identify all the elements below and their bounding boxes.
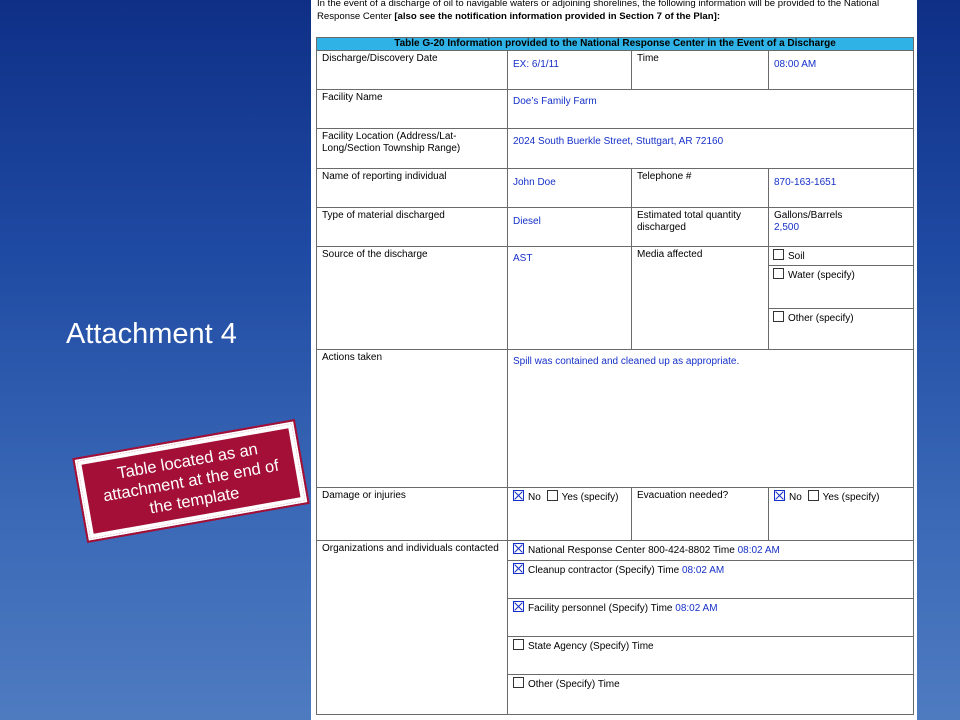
table-header-row <box>317 38 914 51</box>
discharge-date-label: Discharge/Discovery Date <box>317 51 508 90</box>
damage-options <box>508 488 632 541</box>
quantity-cell <box>769 208 914 247</box>
damage-yes-label: Yes (specify) <box>561 492 619 503</box>
source-label: Source of the discharge <box>317 247 508 350</box>
checked-checkbox-icon[interactable] <box>774 490 785 501</box>
org-personnel-time: 08:02 AM <box>675 603 718 614</box>
actions-label: Actions taken <box>317 350 508 488</box>
org-cleanup-label: Cleanup contractor (Specify) Time <box>528 565 680 576</box>
org-other[interactable] <box>508 675 914 715</box>
intro-text <box>317 0 911 23</box>
document-page <box>311 0 917 720</box>
actions-value: Spill was contained and cleaned up as appropriate. <box>508 350 914 488</box>
org-cleanup[interactable] <box>508 561 914 599</box>
org-nrc-time: 08:02 AM <box>737 545 780 556</box>
intro-plain: In the event of a discharge of oil to navigable waters or adjoining shorelines, the following information will be provided to the National Response Center <box>317 0 880 22</box>
quantity-label: Estimated total quantity discharged <box>632 208 769 247</box>
nrc-table <box>316 37 914 715</box>
discharge-date-value: EX: 6/1/11 <box>508 51 632 90</box>
table-row <box>317 350 914 488</box>
quantity-unit-label: Gallons/Barrels <box>774 210 843 221</box>
time-label: Time <box>632 51 769 90</box>
damage-label: Damage or injuries <box>317 488 508 541</box>
source-value: AST <box>508 247 632 350</box>
material-label: Type of material discharged <box>317 208 508 247</box>
checkbox-icon[interactable] <box>808 490 819 501</box>
facility-name-value: Doe’s Family Farm <box>508 90 914 129</box>
checkbox-icon[interactable] <box>773 311 784 322</box>
checkbox-icon[interactable] <box>513 639 524 650</box>
telephone-label: Telephone # <box>632 169 769 208</box>
table-title: Table G-20 Information provided to the National Response Center in the Event of a Discharge <box>317 38 914 51</box>
intro-bold: [also see the notification information provided in Section 7 of the Plan] <box>394 10 717 22</box>
media-soil-label: Soil <box>788 251 805 262</box>
checked-checkbox-icon[interactable] <box>513 490 524 501</box>
org-personnel-label: Facility personnel (Specify) Time <box>528 603 673 614</box>
org-state-label: State Agency (Specify) Time <box>528 641 654 652</box>
facility-location-label: Facility Location (Address/Lat-Long/Section Township Range) <box>317 129 508 169</box>
checkbox-icon[interactable] <box>547 490 558 501</box>
org-nrc[interactable] <box>508 541 914 561</box>
table-row <box>317 90 914 129</box>
checkbox-icon[interactable] <box>773 268 784 279</box>
org-cleanup-time: 08:02 AM <box>681 565 725 576</box>
evacuation-yes-label: Yes (specify) <box>822 492 880 503</box>
slide-title: Attachment 4 <box>66 318 237 350</box>
table-row <box>317 247 914 266</box>
checkbox-icon[interactable] <box>773 249 784 260</box>
facility-location-value: 2024 South Buerkle Street, Stuttgart, AR 72160 <box>508 129 914 169</box>
media-other-label: Other (specify) <box>788 313 854 324</box>
checked-checkbox-icon[interactable] <box>513 563 524 574</box>
table-row <box>317 208 914 247</box>
table-row <box>317 51 914 90</box>
callout-note: Table located as an attachment at the end of the template <box>75 421 308 540</box>
reporter-label: Name of reporting individual <box>317 169 508 208</box>
media-other[interactable] <box>769 309 914 350</box>
media-water[interactable] <box>769 266 914 309</box>
intro-end: : <box>716 10 721 22</box>
quantity-value: 2,500 <box>774 222 800 233</box>
org-personnel[interactable] <box>508 599 914 637</box>
table-row <box>317 129 914 169</box>
facility-name-label: Facility Name <box>317 90 508 129</box>
evacuation-label: Evacuation needed? <box>632 488 769 541</box>
evacuation-options <box>769 488 914 541</box>
checked-checkbox-icon[interactable] <box>513 543 524 554</box>
damage-no-label: No <box>528 492 541 503</box>
checked-checkbox-icon[interactable] <box>513 601 524 612</box>
org-state[interactable] <box>508 637 914 675</box>
time-value: 08:00 AM <box>769 51 914 90</box>
checkbox-icon[interactable] <box>513 677 524 688</box>
telephone-value: 870-163-1651 <box>769 169 914 208</box>
reporter-value: John Doe <box>508 169 632 208</box>
table-row <box>317 169 914 208</box>
media-water-label: Water (specify) <box>788 270 855 281</box>
org-other-label: Other (Specify) Time <box>528 679 620 690</box>
organizations-label: Organizations and individuals contacted <box>317 541 508 715</box>
evacuation-no-label: No <box>789 492 802 503</box>
material-value: Diesel <box>508 208 632 247</box>
table-row <box>317 488 914 541</box>
media-soil[interactable] <box>769 247 914 266</box>
org-nrc-label: National Response Center 800-424-8802 Time <box>528 545 735 556</box>
media-label: Media affected <box>632 247 769 350</box>
table-row <box>317 541 914 561</box>
